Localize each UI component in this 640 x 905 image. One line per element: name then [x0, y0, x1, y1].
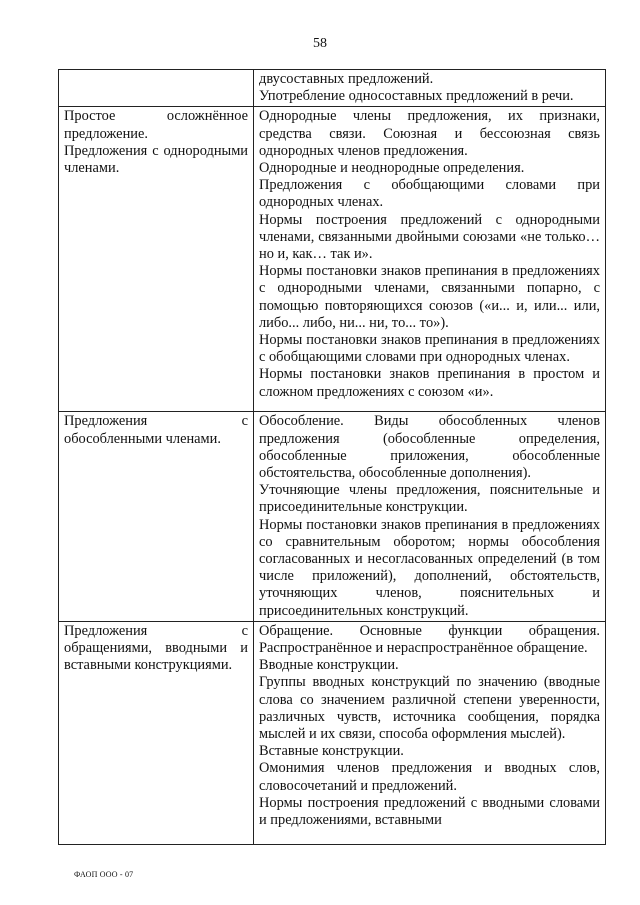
- content-paragraph: Нормы построения предложений с вводными словами и предложениями, вставными: [259, 794, 600, 829]
- content-cell: [254, 70, 606, 107]
- content-paragraph: Группы вводных конструкций по значению (вводные слова со значением различной степени уверенности, различных чувств, источника сообщения, порядка мыслей и их связи, способа оформления мыслей).: [259, 674, 600, 743]
- content-paragraph: Вставные конструкции.: [259, 743, 404, 760]
- table-row: [59, 107, 606, 412]
- content-paragraph: Однородные и неоднородные определения.: [259, 160, 525, 177]
- topic-paragraph: Предложения с однородными членами.: [64, 142, 248, 177]
- table-row: [59, 412, 606, 621]
- content-paragraph: Нормы постановки знаков препинания в простом и сложном предложениях с союзом «и».: [259, 366, 600, 400]
- table-row: [59, 70, 606, 107]
- content-paragraph: Вводные конструкции.: [259, 657, 399, 674]
- content-paragraph: Нормы постановки знаков препинания в предложениях с обобщающими словами при однородных членах.: [259, 332, 600, 366]
- content-cell: [254, 621, 606, 844]
- topic-paragraph: Простое осложнённое предложение.: [64, 108, 248, 142]
- content-paragraph: Предложения с обобщающими словами при однородных членах.: [259, 177, 600, 211]
- curriculum-table: [58, 69, 606, 845]
- document-footer: ФАОП ООО - 07: [74, 870, 134, 879]
- content-paragraph: Однородные члены предложения, их признаки, средства связи. Союзная и бессоюзная связь однородных членов предложения.: [259, 108, 600, 159]
- content-paragraph: двусоставных предложений.: [259, 71, 434, 87]
- content-paragraph: Употребление односоставных предложений в речи.: [259, 88, 574, 105]
- content-paragraph: Нормы постановки знаков препинания в предложениях с однородными членами, связанными попарно, с помощью повторяющихся союзов («и... и, или... или, либo... либo, ни... ни, тo... тo»).: [259, 263, 600, 331]
- topic-paragraph: Предложения с обращениями, вводными и вставными конструкциями.: [64, 622, 248, 674]
- topic-cell: [59, 621, 254, 844]
- content-cell: [254, 107, 606, 412]
- content-paragraph: Омонимия членов предложения и вводных слов, словосочетаний и предложений.: [259, 760, 600, 794]
- content-paragraph: Уточняющие члены предложения, пояснительные и присоединительные конструкции.: [259, 482, 600, 516]
- content-paragraph: Обособление. Виды обособленных членов предложения (обособленные определения, обособленные приложения, обособленные обстоятельства, обособленные дополнения).: [259, 413, 600, 482]
- content-paragraph: Нормы построения предложений с однородными членами, связанными двойными союзами «не только… но и, как… так и».: [259, 211, 600, 263]
- table-row: [59, 621, 606, 844]
- content-paragraph: Нормы постановки знаков препинания в предложениях со сравнительным оборотом; нормы обособления согласованных и несогласованных определений (в том числе приложений), дополнений, обстоятельств, уточняющих членов, пояснительных и присоединительных конструкций.: [259, 516, 600, 619]
- topic-cell: [59, 107, 254, 412]
- topic-cell: [59, 70, 254, 107]
- topic-paragraph: Предложения с обособленными членами.: [64, 413, 248, 447]
- topic-cell: [59, 412, 254, 621]
- content-cell: [254, 412, 606, 621]
- page-number: 58: [313, 36, 327, 51]
- content-paragraph: Обращение. Основные функции обращения. Распространённое и нераспространённое обращение.: [259, 622, 600, 657]
